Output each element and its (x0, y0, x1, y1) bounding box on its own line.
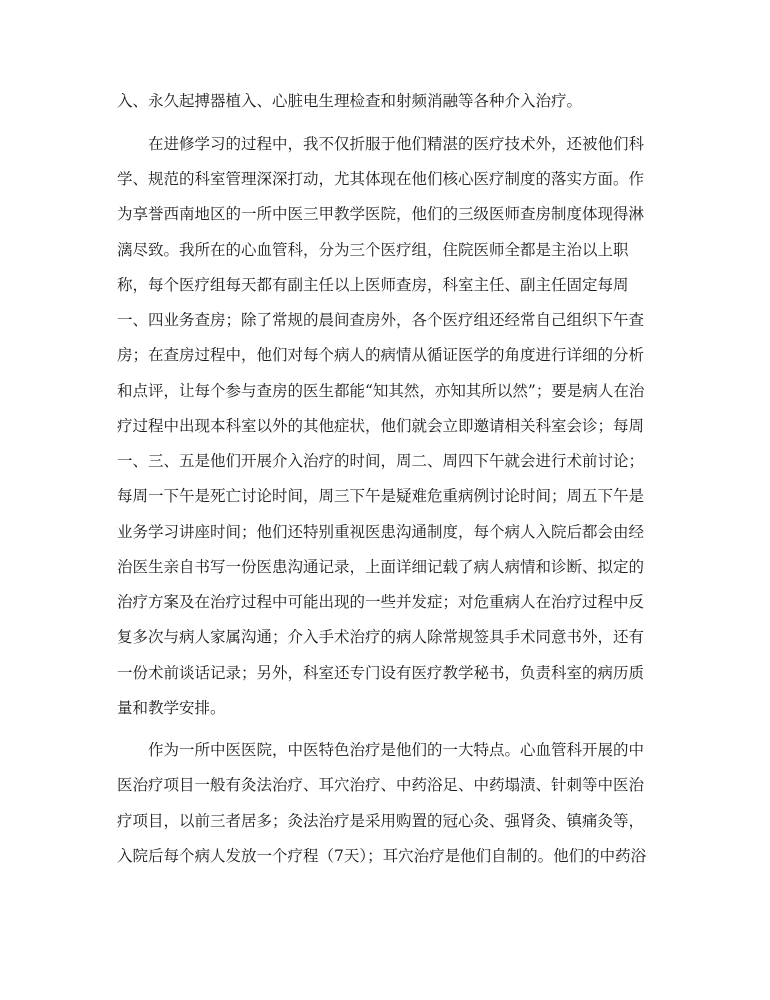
text-line: 入、永久起搏器植入、心脏电生理检查和射频消融等各种介入治疗。 (117, 92, 583, 110)
text-line: 为享誉西南地区的一所中医三甲教学医院，他们的三级医师查房制度体现得淋 (117, 205, 645, 223)
text-line: 房；在查房过程中，他们对每个病人的病情从循证医学的角度进行详细的分析 (117, 346, 645, 364)
paragraph-first-line: 作为一所中医医院，中医特色治疗是他们的一大特点。心血管科开展的中 (148, 741, 645, 759)
text-line: 每周一下午是死亡讨论时间，周三下午是疑难危重病例讨论时间；周五下午是 (117, 487, 645, 505)
text-line: 一、三、五是他们开展介入治疗的时间，周二、周四下午就会进行术前讨论； (117, 452, 645, 470)
text-line: 称，每个医疗组每天都有副主任以上医师查房，科室主任、副主任固定每周 (117, 276, 629, 294)
text-line: 一份术前谈话记录；另外，科室还专门设有医疗教学秘书，负责科室的病历质 (117, 664, 645, 682)
text-line: 治医生亲自书写一份医患沟通记录，上面详细记载了病人病情和诊断、拟定的 (117, 558, 645, 576)
text-line: 医治疗项目一般有灸法治疗、耳穴治疗、中药浴足、中药塌渍、针刺等中医治 (117, 776, 645, 794)
text-line: 复多次与病人家属沟通；介入手术治疗的病人除常规签具手术同意书外，还有 (117, 628, 645, 646)
text-line: 漓尽致。我所在的心血管科，分为三个医疗组，住院医师全都是主治以上职 (117, 241, 629, 259)
paragraph-first-line: 在进修学习的过程中，我不仅折服于他们精湛的医疗技术外，还被他们科 (148, 135, 645, 153)
text-line: 学、规范的科室管理深深打动，尤其体现在他们核心医疗制度的落实方面。作 (117, 170, 645, 188)
text-line (117, 880, 657, 902)
text-line: 和点评，让每个参与查房的医生都能“知其然，亦知其所以然”；要是病人在治 (117, 382, 645, 400)
text-line: 业务学习讲座时间；他们还特别重视医患沟通制度，每个病人入院后都会由经 (117, 523, 645, 541)
text-line: 入院后每个病人发放一个疗程（7天）；耳穴治疗是他们自制的。他们的中药浴 (117, 847, 647, 865)
text-line: 一、四业务查房；除了常规的晨间查房外，各个医疗组还经常自己组织下午查 (117, 311, 645, 329)
text-line: 疗项目，以前三者居多；灸法治疗是采用购置的冠心灸、强肾灸、镇痛灸等， (117, 812, 645, 830)
text-line: 治疗方案及在治疗过程中可能出现的一些并发症；对危重病人在治疗过程中反 (117, 593, 645, 611)
text-line: 量和教学安排。 (117, 699, 226, 717)
text-line: 疗过程中出现本科室以外的其他症状，他们就会立即邀请相关科室会诊；每周 (117, 417, 645, 435)
